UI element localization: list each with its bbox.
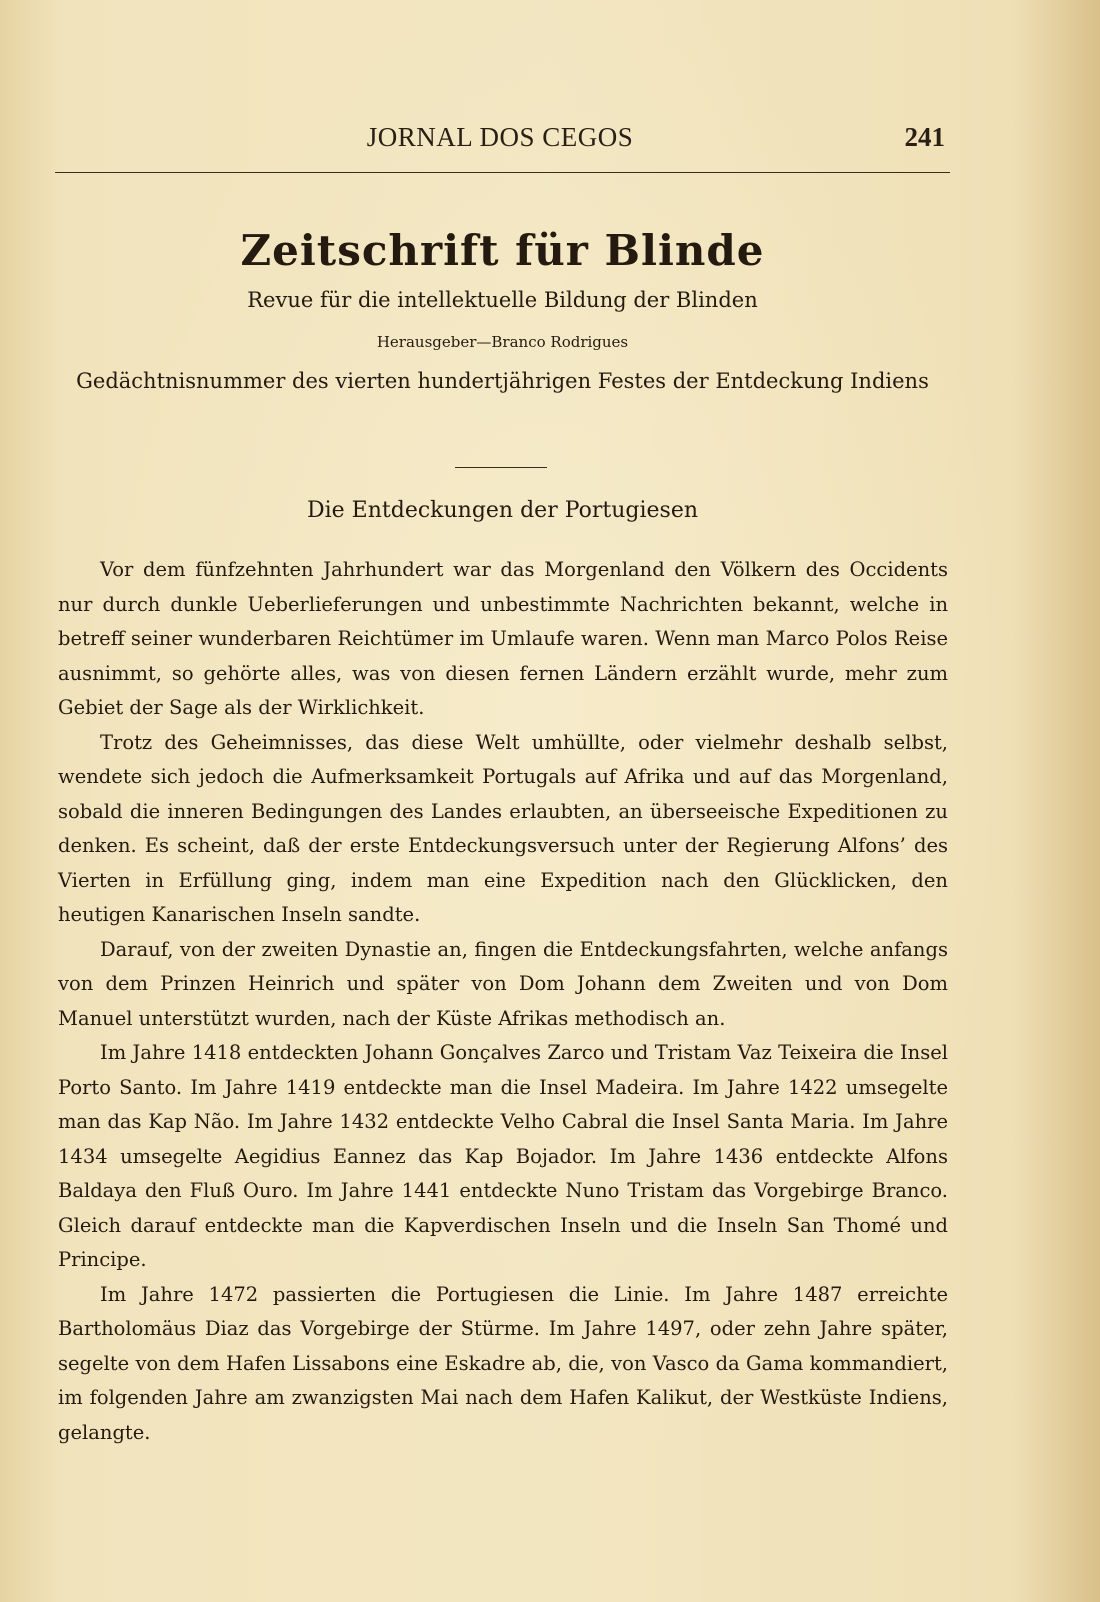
paragraph: Im Jahre 1418 entdeckten Johann Gonçalves Zarco und Tristam Vaz Teixeira die Insel Porto Santo. Im Jahre 1419 entdeckte man die Insel Madeira. Im Jahre 1422 umsegelte man das Kap Não. Im Jahre 1432 entdeckte Velho Cabral die Insel Santa Maria. Im Jahre 1434 umsegelte Aegidius Eannez das Kap Bojador. Im Jahre 1436 entdeckte Alfons Baldaya den Fluß Ouro. Im Jahre 1441 entdeckte Nuno Tristam das Vorgebirge Branco. Gleich darauf entdeckte man die Kapverdischen Inseln und die Inseln San Thomé und Principe. bbox=[58, 1041, 948, 1271]
article-heading: Die Entdeckungen der Portugiesen bbox=[306, 498, 699, 523]
paragraph: Darauf, von der zweiten Dynastie an, fingen die Entdeckungsfahrten, welche anfangs von dem Prinzen Heinrich und später von Dom Johann dem Zweiten und von Dom Manuel unterstützt wurden, nach der Küste Afrikas methodisch an. bbox=[58, 937, 948, 1030]
paragraph: Im Jahre 1472 passierten die Portugiesen die Linie. Im Jahre 1487 erreichte Bartholomäus Diaz das Vorgebirge der Stürme. Im Jahre 1497, oder zehn Jahre später, segelte von dem Hafen Lissabons eine Eskadre ab, die, von Vasco da Gama kommandiert, im folgenden Jahre am zwanzigsten Mai nach dem Hafen Kalikut, der Westküste Indiens, gelangte. bbox=[58, 1282, 948, 1444]
article-body bbox=[58, 553, 948, 1450]
paragraph: Vor dem fünfzehnten Jahrhundert war das Morgenland den Völkern des Occidents nur durch dunkle Ueberlieferungen und unbestimmte Nachrichten bekannt, welche in betreff seiner wunderbaren Reichtümer im Umlaufe waren. Wenn man Marco Polos Reise ausnimmt, so gehörte alles, was von diesen fernen Ländern erzählt wurde, mehr zum Gebiet der Sage als der Wirklichkeit. bbox=[58, 558, 948, 719]
journal-name: JORNAL DOS CEGOS bbox=[366, 122, 634, 152]
subtitle: Revue für die intellektuelle Bildung der Blinden bbox=[247, 288, 758, 313]
commemoration-line: Gedächtnisnummer des vierten hundertjährigen Festes der Entdeckung Indiens bbox=[76, 369, 929, 394]
main-title: Zeitschrift für Blinde bbox=[240, 226, 765, 275]
paragraph: Trotz des Geheimnisses, das diese Welt umhüllte, oder vielmehr deshalb selbst, wendete sich jedoch die Aufmerksamkeit Portugals auf Afrika und auf das Morgenland, sobald die inneren Bedingungen des Landes erlaubten, an überseeische Expeditionen zu denken. Es scheint, daß der erste Entdeckungsversuch unter der Regierung Alfons’ des Vierten in Erfüllung ging, indem man eine Expedition nach den Glücklicken, den heutigen Kanarischen Inseln sandte. bbox=[58, 730, 948, 926]
running-header bbox=[55, 122, 945, 162]
title-block bbox=[55, 228, 950, 395]
section-divider bbox=[455, 467, 547, 468]
page-number: 241 bbox=[904, 122, 945, 152]
header-rule bbox=[55, 172, 950, 173]
editor-line: Herausgeber—Branco Rodrigues bbox=[376, 333, 629, 352]
